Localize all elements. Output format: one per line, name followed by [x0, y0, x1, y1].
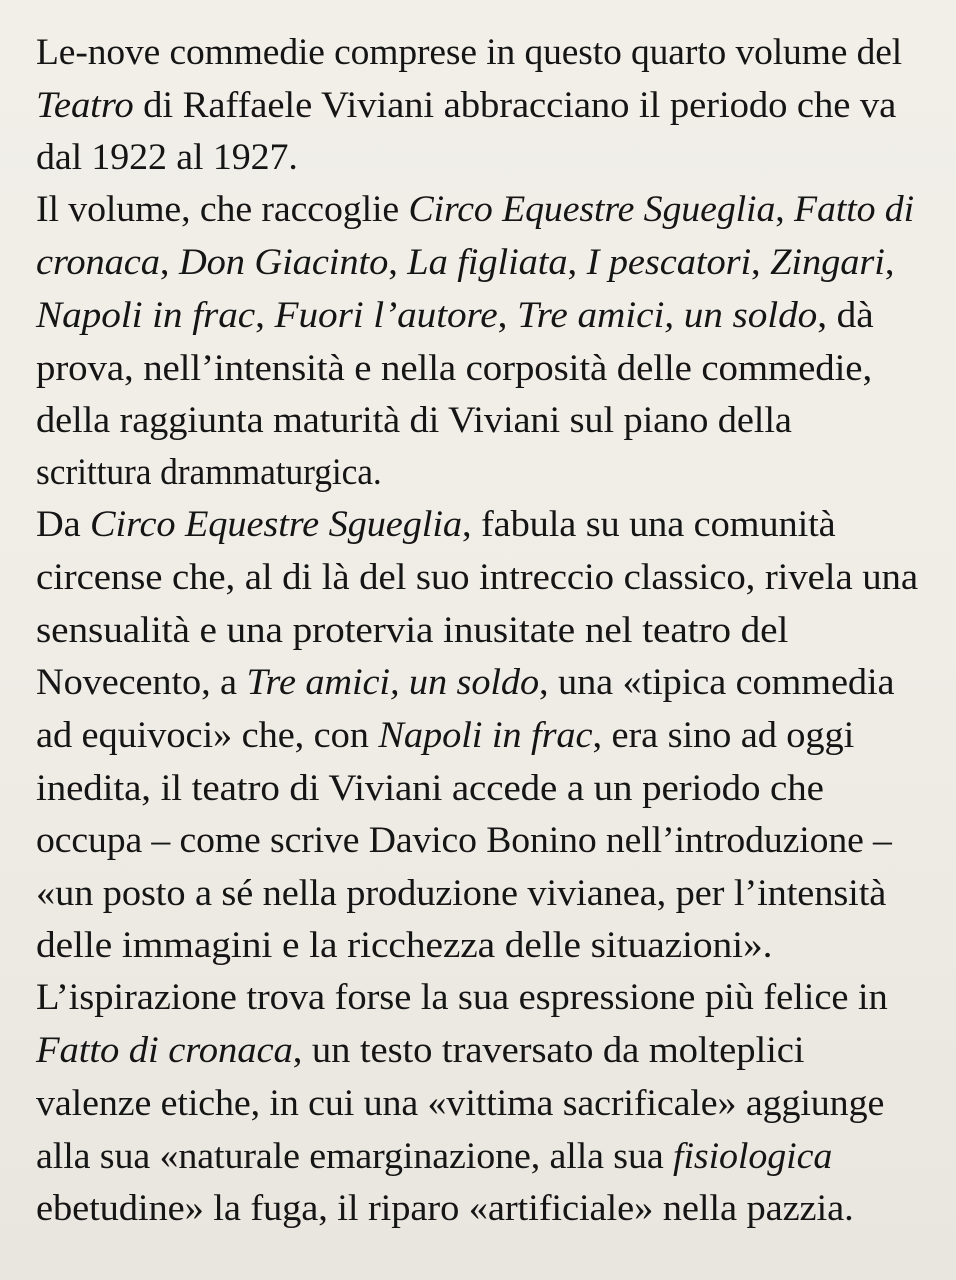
text-segment: Novecento, a — [36, 661, 247, 702]
text-line — [36, 26, 902, 78]
italic-title: fisiologica — [673, 1135, 833, 1176]
text-segment: alla sua «naturale emarginazione, alla sua — [36, 1135, 674, 1176]
text-line — [36, 971, 888, 1023]
text-line — [36, 236, 894, 288]
text-line — [36, 1077, 884, 1129]
text-segment: scrittura drammaturgica. — [36, 451, 382, 492]
text-segment: , — [567, 241, 587, 282]
text-line — [36, 79, 896, 131]
text-line — [36, 867, 886, 919]
text-segment: «un posto a sé nella produzione vivianea, per l’intensità — [36, 872, 887, 913]
italic-title: Napoli in frac — [36, 294, 256, 335]
text-segment: delle immagini e la ricchezza delle situazioni». — [36, 924, 773, 965]
text-line — [36, 394, 792, 446]
text-segment: , era sino ad oggi — [592, 714, 855, 755]
italic-title: Tre amici, un soldo — [517, 294, 818, 335]
text-segment: ebetudine» la fuga, il riparo «artificiale» nella pazzia. — [36, 1187, 854, 1228]
text-line — [36, 289, 874, 341]
text-segment: inedita, il teatro di Viviani accede a un periodo che — [36, 767, 824, 808]
text-segment: , — [255, 294, 275, 335]
italic-title: cronaca — [36, 241, 160, 282]
text-segment: , — [751, 241, 771, 282]
italic-title: Fatto di cronaca — [36, 1029, 293, 1070]
italic-title: Fuori l’autore — [274, 294, 498, 335]
text-line — [36, 551, 918, 603]
text-line — [36, 498, 836, 550]
text-segment: Le-nove commedie comprese in questo quarto volume del — [36, 31, 903, 72]
italic-title: Don Giacinto — [178, 241, 389, 282]
text-segment: di Raffaele Viviani abbracciano il periodo che va — [133, 84, 897, 125]
text-segment: occupa – come scrive Davico Bonino nell’introduzione – — [36, 819, 892, 860]
text-segment: dal 1922 al 1927. — [36, 136, 298, 177]
text-segment: sensualità e una protervia inusitate nel teatro del — [36, 609, 789, 650]
italic-title: Circo Equestre Sgueglia — [90, 503, 463, 544]
text-segment: prova, nell’intensità e nella corposità delle commedie, — [36, 347, 873, 388]
text-line — [36, 446, 382, 498]
text-segment: , — [775, 188, 794, 229]
text-segment: , una «tipica commedia — [539, 661, 895, 702]
text-line — [36, 183, 914, 235]
text-line — [36, 1130, 832, 1182]
text-segment: , — [884, 241, 895, 282]
text-segment: Da — [36, 503, 91, 544]
text-segment: , — [159, 241, 179, 282]
text-line — [36, 1024, 804, 1076]
italic-title: I pescatori — [586, 241, 752, 282]
text-segment: della raggiunta maturità di Viviani sul piano della — [36, 399, 792, 440]
text-line — [36, 656, 894, 708]
italic-title: La figliata — [407, 241, 568, 282]
text-line — [36, 131, 298, 183]
text-segment: circense che, al di là del suo intreccio classico, rivela una — [36, 556, 918, 597]
text-segment: , — [388, 241, 408, 282]
text-segment: , dà — [817, 294, 874, 335]
text-segment: , un testo traversato da molteplici — [292, 1029, 805, 1070]
italic-title: Circo Equestre Sgueglia — [408, 188, 776, 229]
text-line — [36, 1182, 854, 1234]
italic-title: Teatro — [36, 84, 134, 125]
italic-title: Tre amici, un soldo — [246, 661, 540, 702]
text-line — [36, 604, 788, 656]
text-segment: L’ispirazione trova forse la sua espressione più felice in — [36, 976, 888, 1017]
text-line — [36, 762, 824, 814]
text-line — [36, 342, 872, 394]
italic-title: Napoli in frac — [378, 714, 593, 755]
text-line — [36, 814, 892, 866]
italic-title: Fatto di — [793, 188, 915, 229]
text-line — [36, 709, 854, 761]
text-segment: Il volume, che raccoglie — [36, 188, 409, 229]
text-segment: ad equivoci» che, con — [36, 714, 379, 755]
text-line — [36, 919, 772, 971]
text-segment: , fabula su una comunità — [462, 503, 836, 544]
text-segment: , — [497, 294, 518, 335]
italic-title: Zingari — [770, 241, 885, 282]
text-segment: valenze etiche, in cui una «vittima sacrificale» aggiunge — [36, 1082, 885, 1123]
